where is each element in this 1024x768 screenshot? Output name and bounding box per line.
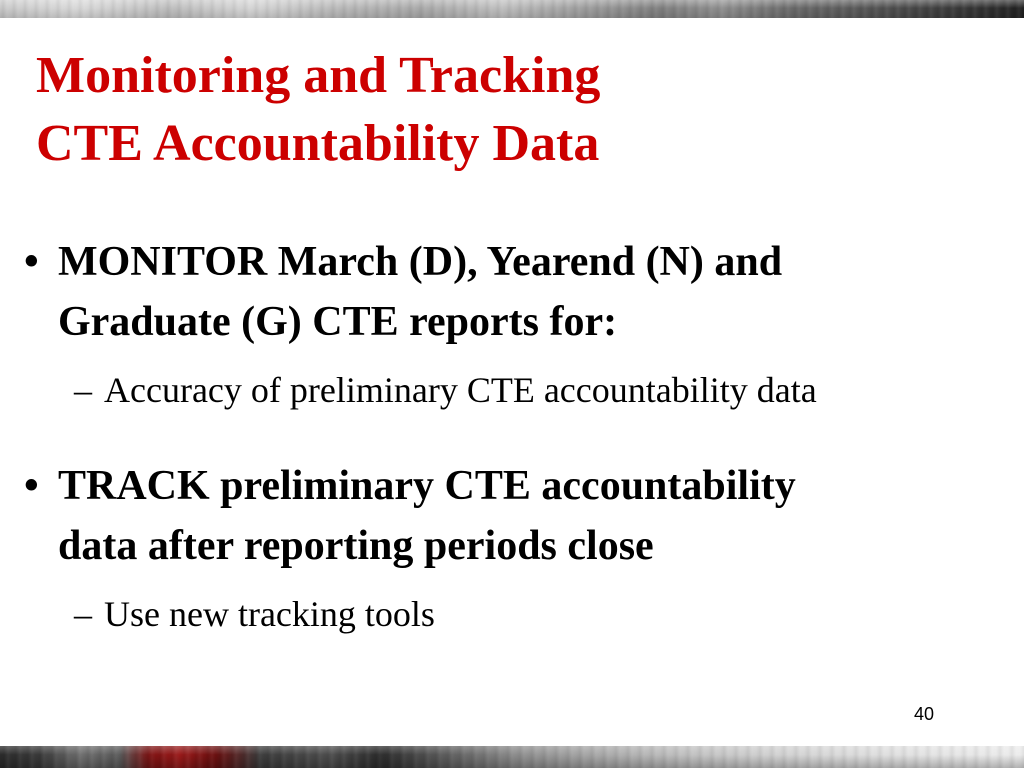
bottom-decorative-band [0, 746, 1024, 768]
bullet-item-track [24, 456, 984, 576]
slide-title-line-1: Monitoring and Tracking [36, 47, 601, 104]
bullet-marker: • [24, 239, 39, 285]
sub-bullet-marker: – [74, 370, 92, 410]
top-decorative-band [0, 0, 1024, 18]
bullet-marker: • [24, 463, 39, 509]
sub-bullet-marker: – [74, 594, 92, 634]
slide-title-line-2: CTE Accountability Data [36, 115, 600, 172]
sub-bullet-text: Use new tracking tools [104, 594, 435, 634]
bullet-text-line-2: Graduate (G) CTE reports for: [58, 299, 618, 345]
slide-page-number: 40 [914, 704, 935, 724]
sub-bullet-tracking-tools [74, 592, 1014, 636]
bullet-item-monitor [24, 232, 984, 352]
bullet-text-line-2: data after reporting periods close [58, 523, 654, 569]
bullet-text-line-1: TRACK preliminary CTE accountability [58, 463, 796, 509]
sub-bullet-accuracy [74, 368, 1014, 412]
bullet-text-line-1: MONITOR March (D), Yearend (N) and [58, 239, 783, 285]
sub-bullet-text: Accuracy of preliminary CTE accountability data [104, 370, 817, 410]
slide-title [36, 42, 996, 178]
